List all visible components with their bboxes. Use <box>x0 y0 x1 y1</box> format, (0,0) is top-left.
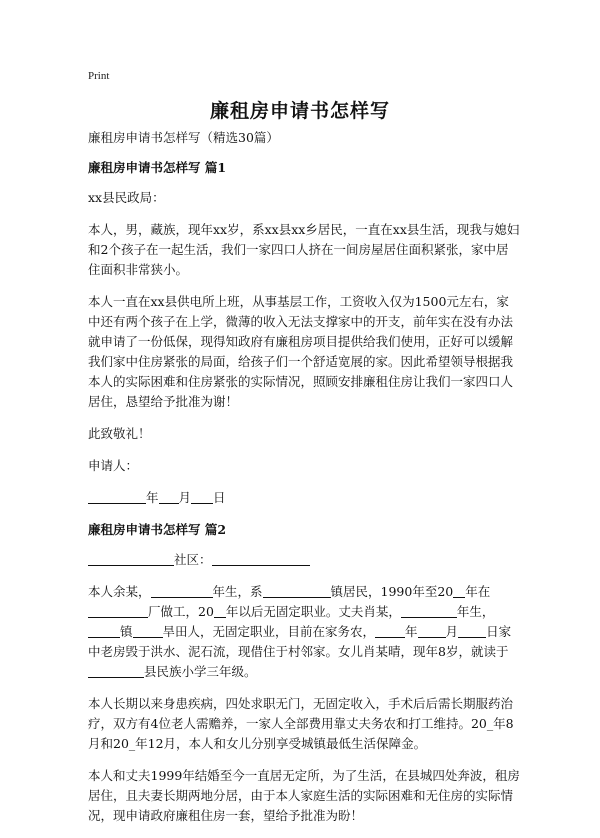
p1-text-b: 年生，系 <box>212 584 263 599</box>
blank-c <box>453 583 465 598</box>
day-blank <box>191 489 213 504</box>
blank-l <box>88 663 144 678</box>
section2-paragraph-3: 本人和丈夫1999年结婚至今一直居无定所，为了生活，在县城四处奔波，租房居住，且夫妻长期两地分居，由于本人家庭生活的实际困难和无住房的实际情况，现申请政府廉租住房一套，望给予批准为盼！ <box>88 768 520 823</box>
section1-date-line <box>88 488 520 508</box>
blank-k <box>458 623 486 638</box>
section2-community-line <box>88 550 520 570</box>
date-year-label: 年 <box>146 490 159 505</box>
blank-d <box>88 603 148 618</box>
document-title: 廉租房申请书怎样写 <box>209 100 390 122</box>
blank-i <box>375 623 405 638</box>
date-month-label: 月 <box>178 490 192 505</box>
month-blank <box>159 489 179 504</box>
section1-addressee: xx县民政局： <box>88 190 165 205</box>
blank-h <box>133 623 163 638</box>
section1-heading: 廉租房申请书怎样写 篇1 <box>88 160 227 175</box>
p1-text-m: 县民族小学三年级。 <box>144 664 257 679</box>
blank-f <box>401 603 457 618</box>
p1-text-f: 年以后无固定职业。丈夫肖某， <box>225 604 401 619</box>
section1-paragraph-2: 本人一直在xx县供电所上班，从事基层工作，工资收入仅为1500元左右，家中还有两个孩子在上学，微薄的收入无法支撑家中的开支，前年实在没有办法就申请了一份低保，现得知政府有廉租房项目提供给我们使用，正好可以缓解我们家中住房紧张的局面，给孩子们一个舒适宽展的家。因此希望领导根据我本人的实际困难和住房紧张的实际情况，照顾安排廉租住房让我们一家四口人居住，恳望给予批准为谢！ <box>88 294 514 409</box>
section1-closing: 此致敬礼！ <box>88 426 151 441</box>
p1-text-k: 月 <box>445 624 459 639</box>
p1-text-e: 厂做工，20 <box>148 604 214 619</box>
p1-text-l: 日家中老房毁于洪水、泥石流，现借住于村邻家。女儿肖某晴，现年8岁，就读于 <box>88 624 512 659</box>
p1-text-g: 年生， <box>456 604 495 619</box>
blank-b <box>263 583 331 598</box>
community-value-blank <box>212 551 310 566</box>
document-content <box>88 128 520 838</box>
section1-paragraph-1: 本人，男，藏族，现年xx岁，系xx县xx乡居民，一直在xx县生活，现我与媳妇和2个孩子在一起生活，我们一家四口人挤在一间房屋居住面积紧张，家中居住面积非常狭小。 <box>88 222 520 277</box>
blank-e <box>214 603 226 618</box>
blank-g <box>88 623 120 638</box>
date-day-label: 日 <box>213 490 226 505</box>
community-name-blank <box>88 551 174 566</box>
p1-text-i: 旱田人，无固定职业，目前在家务农， <box>162 624 376 639</box>
year-blank <box>88 489 146 504</box>
print-label[interactable]: Print <box>88 70 110 82</box>
section1-applicant: 申请人： <box>88 458 139 473</box>
p1-text-j: 年 <box>405 624 418 639</box>
section2-paragraph-2: 本人长期以来身患疾病，四处求职无门，无固定收入，手术后后需长期服药治疗，双方有4位老人需赡养，一家人全部费用靠丈夫务农和打工维持。20_年8月和20_年12月，本人和女儿分别享受城镇最低生活保障金。 <box>88 696 514 751</box>
section2-heading: 廉租房申请书怎样写 篇2 <box>88 522 227 537</box>
section2-paragraph-1 <box>88 582 520 682</box>
p1-text-a: 本人余某， <box>88 584 151 599</box>
p1-text-h: 镇 <box>120 624 133 639</box>
blank-j <box>418 623 446 638</box>
blank-a <box>151 583 213 598</box>
p1-text-d: 年在 <box>465 584 491 599</box>
p1-text-c: 镇居民，1990年至20 <box>330 584 454 599</box>
document-subtitle: 廉租房申请书怎样写（精选30篇） <box>88 130 279 145</box>
community-label: 社区： <box>174 552 212 567</box>
